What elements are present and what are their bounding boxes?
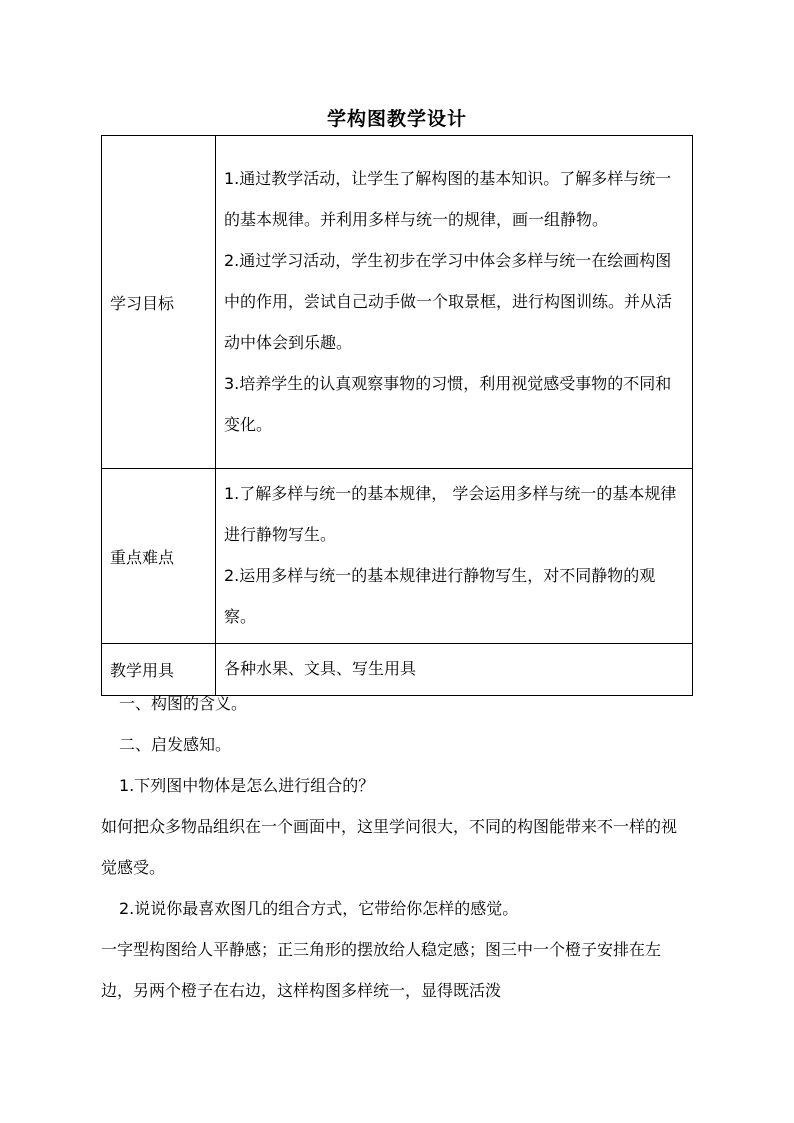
row-content-objectives — [216, 136, 693, 469]
question-paragraph: 2.说说你最喜欢图几的组合方式，它带给你怎样的感觉。 — [119, 899, 519, 918]
row-label-key-points: 重点难点 — [102, 469, 216, 644]
objective-paragraph: 2.通过学习活动，学生初步在学习中体会多样与统一在绘画构图中的作用，尝试自己动手做一个取景框，进行构图训练。并从活动中体会到乐趣。 — [224, 250, 673, 352]
body-paragraph: 如何把众多物品组织在一个画面中，这里学问很大，不同的构图能带来不一样的视觉感受。 — [101, 817, 678, 877]
lesson-plan-table — [101, 135, 693, 696]
key-point-paragraph: 2.运用多样与统一的基本规律进行静物写生，对不同静物的观察。 — [224, 566, 656, 626]
key-point-paragraph: 1.了解多样与统一的基本规律， 学会运用多样与统一的基本规律进行静物写生。 — [224, 484, 677, 544]
materials-paragraph: 各种水果、文具、写生用具 — [224, 659, 417, 678]
body-text — [101, 683, 691, 1011]
row-label-objectives: 学习目标 — [102, 136, 216, 469]
objective-paragraph: 3.培养学生的认真观察事物的习惯，利用视觉感受事物的不同和变化。 — [224, 373, 672, 434]
section-heading: 二、启发感知。 — [119, 735, 232, 754]
table-row — [102, 469, 693, 644]
body-paragraph: 一字型构图给人平静感；正三角形的摆放给人稳定感；图三中一个橙子安排在左边，另两个橙子在右边，这样构图多样统一，显得既活泼 — [101, 940, 662, 1000]
table-row — [102, 136, 693, 469]
row-content-key-points — [216, 469, 693, 644]
question-paragraph: 1.下列图中物体是怎么进行组合的？ — [119, 776, 375, 795]
section-heading: 一、构图的含义。 — [119, 694, 248, 713]
row-label-materials: 教学用具 — [102, 644, 216, 696]
objective-paragraph: 1.通过教学活动，让学生了解构图的基本知识。了解多样与统一的基本规律。并利用多样与统一的规律，画一组静物。 — [224, 168, 672, 229]
document-title: 学构图教学设计 — [326, 108, 467, 130]
